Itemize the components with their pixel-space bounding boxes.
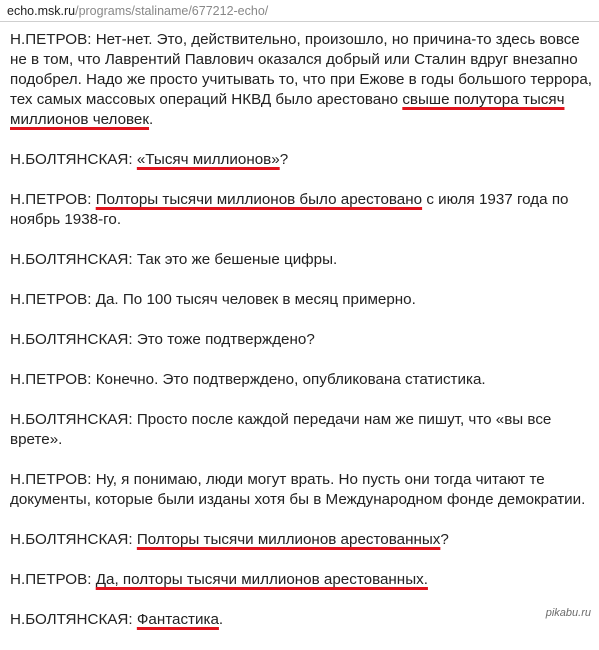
speaker-name: Н.БОЛТЯНСКАЯ: bbox=[10, 251, 133, 268]
transcript-paragraph bbox=[10, 150, 595, 170]
transcript-paragraph bbox=[10, 30, 595, 130]
transcript-paragraph bbox=[10, 530, 595, 550]
highlighted-text: Фантастика bbox=[136, 611, 219, 628]
highlighted-text: «Тысяч миллионов» bbox=[136, 151, 280, 168]
paragraph-text: ? bbox=[279, 151, 289, 168]
speaker-name: Н.БОЛТЯНСКАЯ: bbox=[10, 531, 133, 548]
speaker-name: Н.БОЛТЯНСКАЯ: bbox=[10, 331, 133, 348]
highlighted-text: свыше полутора тысяч миллионов человек bbox=[10, 91, 565, 128]
transcript-paragraph bbox=[10, 250, 595, 270]
url-host: echo.msk.ru bbox=[7, 4, 76, 18]
paragraph-text: Просто после каждой передачи нам же пишут, что «вы все врете». bbox=[10, 411, 552, 448]
speaker-name: Н.ПЕТРОВ: bbox=[10, 371, 92, 388]
transcript-paragraph bbox=[10, 570, 595, 590]
paragraph-text: Нет-нет. Это, действительно, произошло, но причина-то здесь вовсе не в том, что Лаврентий Павлович оказался добрый или Сталин вдруг внезапно подобрел. Надо же просто учитывать то, что при Ежове в годы большого террора, тех самых массовых операций НКВД было арестовано bbox=[10, 31, 593, 108]
transcript-paragraph bbox=[10, 190, 595, 230]
speaker-name: Н.ПЕТРОВ: bbox=[10, 31, 92, 48]
transcript bbox=[10, 30, 595, 650]
paragraph-text: Ну, я понимаю, люди могут врать. Но пусть они тогда читают те документы, которые были изданы хотя бы в Международном фонде демократии. bbox=[10, 471, 586, 508]
paragraph-text: Да. По 100 тысяч человек в месяц примерно. bbox=[91, 291, 416, 308]
paragraph-text: . bbox=[218, 611, 224, 628]
highlighted-text: Полторы тысячи миллионов арестованных bbox=[136, 531, 441, 548]
transcript-paragraph bbox=[10, 330, 595, 350]
speaker-name: Н.ПЕТРОВ: bbox=[10, 571, 92, 588]
paragraph-text: ? bbox=[440, 531, 449, 548]
highlighted-text: Полторы тысячи миллионов было арестовано bbox=[95, 191, 423, 208]
transcript-paragraph bbox=[10, 610, 595, 630]
speaker-name: Н.БОЛТЯНСКАЯ: bbox=[10, 411, 133, 428]
paragraph-text: с июля 1937 года по ноябрь 1938-го. bbox=[10, 191, 569, 228]
paragraph-text: Конечно. Это подтверждено, опубликована статистика. bbox=[91, 371, 486, 388]
url-path: /programs/staliname/677212-echo/ bbox=[75, 4, 269, 18]
transcript-paragraph bbox=[10, 470, 595, 510]
transcript-paragraph bbox=[10, 290, 595, 310]
paragraph-text: Это тоже подтверждено? bbox=[132, 331, 315, 348]
speaker-name: Н.БОЛТЯНСКАЯ: bbox=[10, 151, 133, 168]
speaker-name: Н.ПЕТРОВ: bbox=[10, 471, 92, 488]
transcript-paragraph bbox=[10, 410, 595, 450]
transcript-paragraph bbox=[10, 370, 595, 390]
paragraph-text: . bbox=[149, 111, 154, 128]
watermark: pikabu.ru bbox=[545, 607, 591, 619]
speaker-name: Н.ПЕТРОВ: bbox=[10, 191, 92, 208]
address-bar[interactable] bbox=[0, 0, 599, 22]
speaker-name: Н.БОЛТЯНСКАЯ: bbox=[10, 611, 133, 628]
speaker-name: Н.ПЕТРОВ: bbox=[10, 291, 92, 308]
paragraph-text: Так это же бешеные цифры. bbox=[132, 251, 338, 268]
highlighted-text: Да, полторы тысячи миллионов арестованных. bbox=[95, 571, 428, 588]
